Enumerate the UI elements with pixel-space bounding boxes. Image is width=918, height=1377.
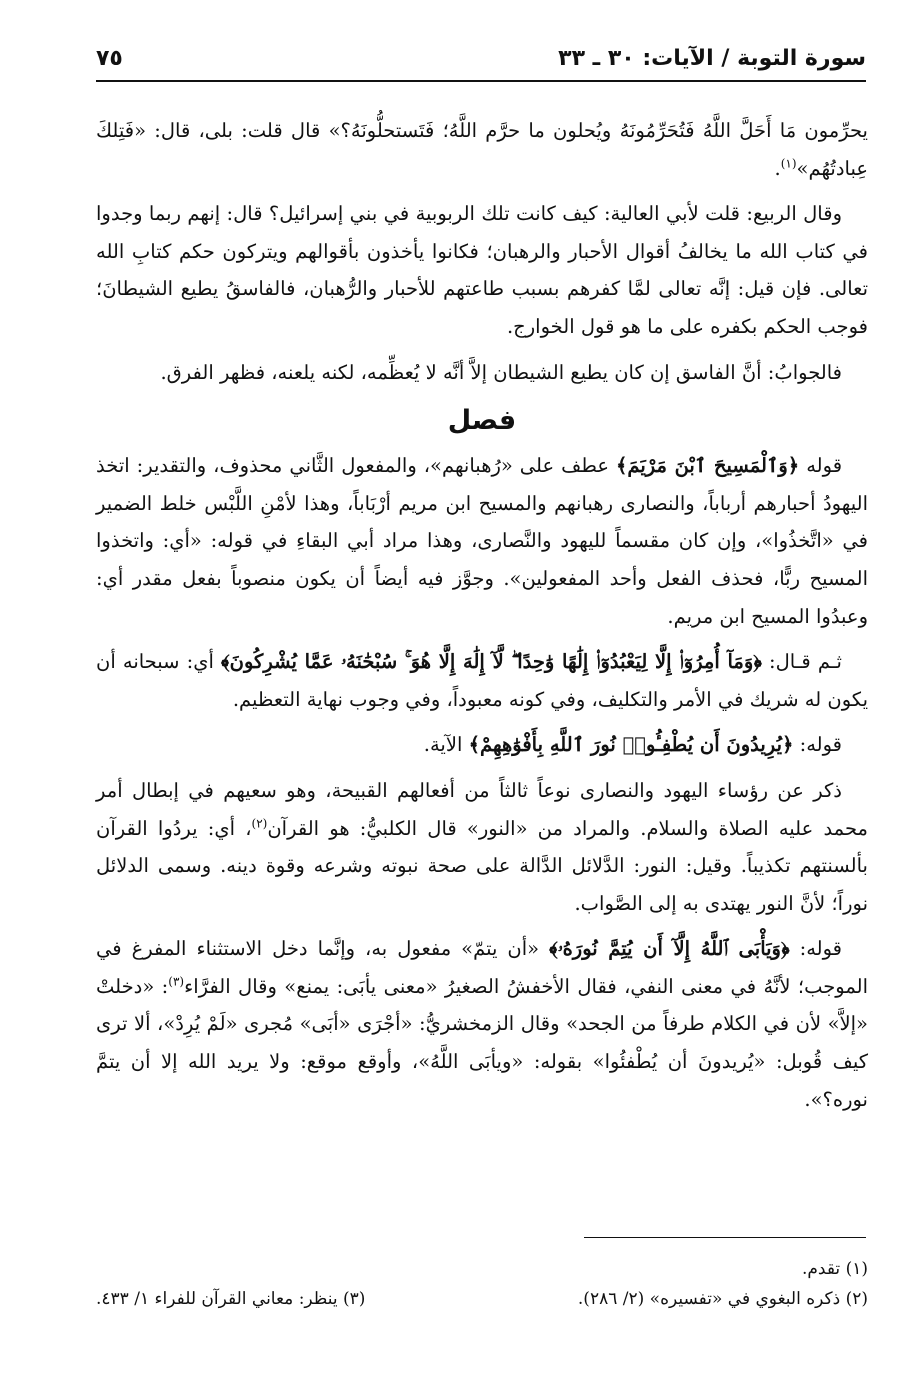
footnotes xyxy=(96,1254,868,1314)
paragraph-text: يحرِّمون مَا أَحَلَّ اللَّهُ فَتُحَرِّمُونَهُ ويُحلون ما حرَّم اللَّهُ؛ فَتَستحلُّونَهُ؟» قال قلت: بلى، قال: «فَتِلكَ عِبادتُهُم» xyxy=(96,119,868,180)
running-header xyxy=(96,40,866,82)
quran-verse: ﴿وَيَأْبَى ٱللَّهُ إِلَّآ أَن يُتِمَّ نُورَهُۥ﴾ xyxy=(549,937,790,961)
text-run: عطف على «رُهبانهم»، والمفعول الثَّاني محذوف، والتقدير: اتخذ اليهودُ أحبارهم أرباباً، والنصارى رهبانهم والمسيح ابن مريم أرْبَاباً، وهذا لأمْنِ اللَّبْس خلط الضمير في «اتَّخذُوا»، وإن كان مقسماً لليهود والنَّصارى، وهذا مراد أبي البقاءِ في قوله: «أي: واتخذوا المسيح ربًّا، فحذف الفعل وأحد المفعولين». وجوَّز فيه أيضاً أن يكون منصوباً بفعل مقدر أي: وعبدُوا المسيح ابن مريم. xyxy=(96,454,868,628)
paragraph xyxy=(96,447,868,635)
text-run: «أن يتمّ» مفعول به، وإنَّما دخل الاستثناء المفرغ في الموجب؛ لأنَّهُ في معنى النفي، فقال الأخفشُ الصغيرُ «معنى يأبَى: يمنع» وقال الفرَّاء xyxy=(96,937,868,998)
page-body xyxy=(96,112,868,1126)
quran-verse: ﴿وَٱلْمَسِيحَ ٱبْنَ مَرْيَمَ﴾ xyxy=(615,454,800,478)
text-run: قوله xyxy=(806,454,843,478)
paragraph xyxy=(96,643,868,718)
text-run: قوله: xyxy=(799,937,842,961)
footnote-marker: (٣) xyxy=(168,974,185,989)
paragraph xyxy=(96,726,868,764)
footnote-divider xyxy=(584,1237,866,1238)
quran-verse: ﴿وَمَآ أُمِرُوٓا۟ إِلَّا لِيَعْبُدُوٓا۟ إِلَٰهًا وَٰحِدًا ۖ لَّآ إِلَٰهَ إِلَّا هُوَ ۚ سُبْحَٰنَهُۥ عَمَّا يُشْرِكُونَ﴾ xyxy=(221,650,762,674)
section-heading: فصل xyxy=(447,405,517,437)
paragraph: وقال الربيع: قلت لأبي العالية: كيف كانت تلك الربوبية في بني إسرائيل؟ قال: إنهم ربما وجدوا في كتاب الله ما يخالفُ أقوال الأحبار والرهبان؛ فكانوا يأخذون بأقوالهم ويتركون حكم كتابِ الله تعالى. فإن قيل: إنَّه تعالى لمَّا كفرهم بسبب طاعتهم للأحبار والرُّهبان، فالفاسقُ يطيع الشيطانَ؛ فوجب الحكم بكفره على ما هو قول الخوارج. xyxy=(96,202,868,338)
text-run: : «دخلتْ «إلاَّ» لأن في الكلام طرفاً من الجحد» وقال الزمخشريُّ: «أجْرَى «أبَى» مُجرى «لَمْ يُرِدْ»، ألا ترى كيف قُوبل: «يُريدونَ أن يُطْفئُوا» بقوله: «ويأبَى اللَّهُ»، وأوقع موقع: ولا يريد الله إلا أن يتمَّ نوره؟». xyxy=(96,974,868,1111)
text-run: ذكر عن رؤساء اليهود والنصارى نوعاً ثالثاً من أفعالهم القبيحة، وهو سعيهم في إبطال أمر محمد عليه الصلاة والسلام. والمراد من «النور» قال الكلبيُّ: هو القرآن xyxy=(96,778,868,840)
footnote-marker: (١) xyxy=(780,156,797,171)
text-run: ثـم قـال: xyxy=(769,650,842,674)
quran-verse: ﴿يُرِيدُونَ أَن يُطْفِـُٔوا۟ نُورَ ٱللَّهِ بِأَفْوَٰهِهِمْ﴾ xyxy=(468,733,794,757)
text-run: قوله: xyxy=(799,733,842,757)
footnote-marker: (٢) xyxy=(251,816,268,830)
paragraph: فالجوابُ: أنَّ الفاسق إن كان يطيع الشيطان إلاَّ أنَّه لا يُعظِّمه، لكنه يلعنه، فظهر الفرق. xyxy=(160,360,842,384)
surah-title: سورة التوبة / الآيات: ٣٠ ـ ٣٣ xyxy=(558,46,866,71)
text-run: ، أي: يردُوا القرآن بألسنتهم تكذيباً. وقيل: النور: الدَّلائل الدَّالة على صحة نبوته وشرعه وقوة دينه. وسمى الدلائل نوراً؛ لأنَّ النور يهتدى به إلى الصَّواب. xyxy=(96,816,868,915)
paragraph xyxy=(96,930,868,1118)
footnote-1: (١) تقدم. xyxy=(801,1259,868,1279)
paragraph xyxy=(96,772,868,922)
footnote-2: (٢) ذكره البغوي في «تفسيره» (٢/ ٢٨٦). xyxy=(577,1289,868,1309)
footnote-3: (٣) ينظر: معاني القرآن للفراء ١/ ٤٣٣. xyxy=(96,1289,366,1309)
paragraph: يحرِّمون مَا أَحَلَّ اللَّهُ فَتُحَرِّمُونَهُ ويُحلون ما حرَّم اللَّهُ؛ فَتَستحلُّونَهُ؟» قال قلت: بلى، قال: «فَتِلكَ عِبادتُهُم»$^{(١)}$. xyxy=(96,119,868,180)
page-number: ٧٥ xyxy=(96,46,123,71)
text-run: أي: سبحانه أن يكون له شريك في الأمر والتكليف، وفي كونه معبوداً، وفي وجوب نهاية التعظيم. xyxy=(96,650,868,711)
footnote-row xyxy=(96,1284,868,1314)
text-run: الآية. xyxy=(423,733,463,757)
